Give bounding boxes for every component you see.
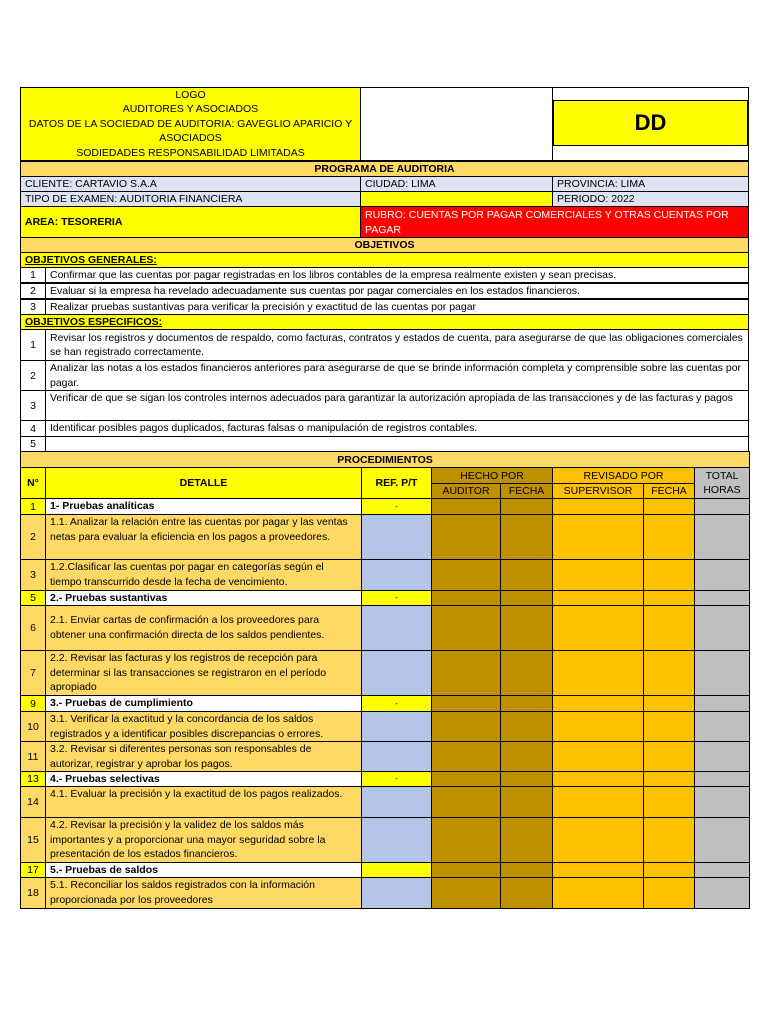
specific-objective-number: 4 [20,420,46,437]
firm-name: AUDITORES Y ASOCIADOS [122,103,259,116]
procedure-row-number: 13 [20,771,46,787]
area-cell [20,206,361,238]
procedure-row-auditor [431,559,501,591]
specific-objective-text: Identificar posibles pagos duplicados, facturas falsas o manipulación de registros contables. [45,420,749,437]
objectives-title-text: OBJETIVOS [354,239,415,251]
header-date-reviewed: FECHA [643,483,695,499]
general-objective-text: Evaluar si la empresa ha revelado adecuadamente sus cuentas por pagar comerciales en los estados financieros. [45,283,749,299]
procedure-detail-text: 2.2. Revisar las facturas y los registros de recepción para determinar si las transacciones se registraron en el período apropiado [50,652,327,693]
procedure-row-date-reviewed [643,877,695,909]
procedure-row-number: 2 [20,514,46,560]
procedure-row-number: 15 [20,817,46,863]
procedure-row-number: 9 [20,695,46,712]
procedure-row-date-reviewed [643,711,695,742]
procedure-row-auditor [431,711,501,742]
exam-type-text: TIPO DE EXAMEN: AUDITORIA FINANCIERA [25,193,243,205]
procedure-row-ref [361,590,432,606]
procedure-row-auditor [431,771,501,787]
exam-type-blank [360,191,553,207]
procedure-row-number: 18 [20,877,46,909]
procedure-row-date-done [500,590,553,606]
procedure-row-auditor [431,605,501,651]
procedure-row-auditor [431,590,501,606]
procedure-row-total-hours [694,771,750,787]
procedure-row-ref [361,862,432,878]
procedure-row-date-reviewed [643,590,695,606]
procedure-row-supervisor [552,650,644,696]
procedure-row-detail [45,741,362,772]
procedure-row-total-hours [694,695,750,712]
procedure-ref-text: - [395,774,398,783]
specific-objective-text: Analizar las notas a los estados financieros anteriores para asegurarse de que se brinde información completa y comprensible sobre las cuentas por pagar. [45,360,749,391]
procedure-row-total-hours [694,650,750,696]
procedure-detail-text: 1.1. Analizar la relación entre las cuentas por pagar y las ventas netas para evaluar la eficiencia en los pagos a proveedores. [50,516,348,543]
procedure-row-auditor [431,695,501,712]
procedures-title: PROCEDIMIENTOS [20,451,750,468]
procedure-row-total-hours [694,877,750,909]
procedure-row-ref [361,514,432,560]
general-objective-text: Confirmar que las cuentas por pagar registradas en los libros contables de la empresa realmente existen y sean precisas. [45,267,749,283]
header-number: N° [20,467,46,499]
company-header [20,87,361,161]
procedure-row-date-done [500,862,553,878]
procedure-row-detail [45,559,362,591]
procedure-row-auditor [431,786,501,818]
specific-objectives-label: OBJETIVOS ESPECIFICOS: [20,314,749,330]
province-text: PROVINCIA: LIMA [557,178,646,190]
procedure-ref-text: - [395,699,398,708]
procedure-row-supervisor [552,741,644,772]
header-date-done: FECHA [500,483,553,499]
procedure-row-detail [45,605,362,651]
procedure-detail-text: 3.1. Verificar la exactitud y la concordancia de los saldos registrados y a identificar posibles discrepancias o errores. [50,713,324,740]
procedure-row-ref [361,650,432,696]
procedure-row-supervisor [552,695,644,712]
header-total-text: TOTAL [705,470,739,482]
procedure-row-number: 11 [20,741,46,772]
procedure-detail-text: 4.1. Evaluar la precisión y la exactitud de los pagos realizados. [50,788,343,800]
procedure-detail-text: 2.1. Enviar cartas de confirmación a los proveedores para obtener una confirmación directa de los saldos pendientes. [50,614,325,641]
procedure-row-ref [361,605,432,651]
procedure-row-date-done [500,817,553,863]
specific-objective-number: 1 [20,329,46,361]
procedure-row-date-reviewed [643,498,695,515]
procedure-row-supervisor [552,877,644,909]
procedure-row-date-done [500,605,553,651]
procedure-row-date-reviewed [643,817,695,863]
procedure-detail-text: 5.- Pruebas de saldos [50,864,158,876]
procedure-row-date-done [500,498,553,515]
procedure-ref-text: - [395,593,398,602]
city-cell [360,176,553,192]
general-objectives-label [20,252,749,268]
header-done-by: HECHO POR [431,467,553,484]
procedure-row-auditor [431,817,501,863]
procedure-row-total-hours [694,590,750,606]
procedure-row-date-reviewed [643,786,695,818]
procedure-row-date-done [500,711,553,742]
exam-type-cell [20,191,361,207]
procedure-row-total-hours [694,817,750,863]
procedure-row-number: 1 [20,498,46,515]
procedure-row-date-reviewed [643,650,695,696]
procedure-row-detail [45,695,362,712]
procedure-row-detail [45,590,362,606]
procedure-detail-text: 4.- Pruebas selectivas [50,773,160,785]
procedure-row-supervisor [552,559,644,591]
procedure-detail-text: 1- Pruebas analíticas [50,500,155,512]
procedure-row-date-reviewed [643,862,695,878]
firm-type: SODIEDADES RESPONSABILIDAD LIMITADAS [76,146,305,159]
specific-objective-number: 3 [20,390,46,421]
procedure-row-date-done [500,559,553,591]
objectives-title [20,237,749,253]
procedure-detail-text: 5.1. Reconciliar los saldos registrados con la información proporcionada por los proveedores [50,879,315,906]
header-supervisor: SUPERVISOR [552,483,644,499]
general-objective-number: 2 [20,283,46,299]
procedure-row-detail [45,877,362,909]
procedure-detail-text: 2.- Pruebas sustantivas [50,592,168,604]
procedure-row-number: 14 [20,786,46,818]
procedure-row-auditor [431,862,501,878]
procedure-row-total-hours [694,559,750,591]
procedure-row-ref [361,786,432,818]
procedure-row-supervisor [552,771,644,787]
procedure-row-total-hours [694,498,750,515]
procedure-row-ref [361,741,432,772]
procedure-row-date-reviewed [643,605,695,651]
procedure-detail-text: 4.2. Revisar la precisión y la validez de los saldos más importantes y a proporcionar una mayor seguridad sobre la presentación de los estados financieros. [50,819,326,860]
procedure-row-total-hours [694,514,750,560]
procedure-row-supervisor [552,711,644,742]
procedure-row-supervisor [552,605,644,651]
procedure-row-detail [45,514,362,560]
procedure-row-total-hours [694,741,750,772]
specific-objective-text: Verificar de que se sigan los controles internos adecuados para garantizar la autorización apropiada de las transacciones y de las facturas y pagos [45,390,749,421]
client-cell [20,176,361,192]
general-objective-number: 3 [20,299,46,315]
procedure-row-total-hours [694,862,750,878]
procedure-row-auditor [431,877,501,909]
procedure-row-number: 6 [20,605,46,651]
procedure-row-ref [361,877,432,909]
procedure-row-total-hours [694,605,750,651]
procedure-row-supervisor [552,817,644,863]
client-text: CLIENTE: CARTAVIO S.A.A [25,178,157,190]
header-auditor: AUDITOR [431,483,501,499]
procedure-row-auditor [431,650,501,696]
procedure-row-date-done [500,771,553,787]
procedure-row-number: 17 [20,862,46,878]
general-objective-text: Realizar pruebas sustantivas para verificar la precisión y exactitud de las cuentas por pagar [45,299,749,315]
general-objectives-label-text: OBJETIVOS GENERALES: [25,254,157,266]
procedure-row-ref [361,771,432,787]
procedure-detail-text: 3.2. Revisar si diferentes personas son responsables de autorizar, registrar y aprobar los pagos. [50,743,312,770]
procedure-row-number: 3 [20,559,46,591]
procedure-row-auditor [431,498,501,515]
procedure-row-total-hours [694,786,750,818]
procedure-row-ref [361,559,432,591]
procedure-row-supervisor [552,514,644,560]
procedure-row-ref [361,817,432,863]
procedure-row-supervisor [552,498,644,515]
procedure-row-detail [45,650,362,696]
procedure-row-detail [45,498,362,515]
procedure-row-detail [45,817,362,863]
specific-objective-text [45,436,749,452]
procedure-row-date-done [500,877,553,909]
city-text: CIUDAD: LIMA [365,178,436,190]
procedure-row-detail [45,711,362,742]
procedure-row-number: 10 [20,711,46,742]
procedure-row-ref [361,498,432,515]
document-code-label: DD [634,110,667,135]
header-reviewed-by: REVISADO POR [552,467,695,484]
procedure-row-number: 5 [20,590,46,606]
period-text: PERIODO: 2022 [557,193,635,205]
area-text: AREA: TESORERIA [25,216,123,228]
procedure-row-detail [45,771,362,787]
procedure-row-auditor [431,514,501,560]
procedure-row-number: 7 [20,650,46,696]
header-ref: REF. P/T [361,467,432,499]
specific-objective-text: Revisar los registros y documentos de respaldo, como facturas, contratos y estados de cuenta, para asegurarse de que las obligaciones comerciales se han registrado correctamente. [45,329,749,361]
procedure-row-detail [45,786,362,818]
specific-objective-number: 5 [20,436,46,452]
firm-data: DATOS DE LA SOCIEDAD DE AUDITORIA: GAVEGLIO APARICIO Y ASOCIADOS [28,117,353,145]
rubro-cell [360,206,749,238]
procedure-row-date-reviewed [643,695,695,712]
procedure-row-date-done [500,695,553,712]
procedure-row-ref [361,695,432,712]
program-title-text: PROGRAMA DE AUDITORIA [314,163,455,175]
procedure-row-date-done [500,650,553,696]
procedure-row-date-reviewed [643,514,695,560]
document-code [553,100,748,146]
specific-objective-number: 2 [20,360,46,391]
header-detail: DETALLE [45,467,362,499]
rubro-text: RUBRO: CUENTAS POR PAGAR COMERCIALES Y OTRAS CUENTAS POR PAGAR [365,209,729,236]
period-cell [552,191,749,207]
header-total-hours [694,467,750,499]
procedure-row-date-reviewed [643,771,695,787]
procedure-row-supervisor [552,786,644,818]
procedure-row-date-reviewed [643,559,695,591]
procedure-row-date-done [500,514,553,560]
procedure-row-date-done [500,786,553,818]
procedure-row-date-reviewed [643,741,695,772]
general-objective-number: 1 [20,267,46,283]
procedure-row-detail [45,862,362,878]
procedure-detail-text: 1.2.Clasificar las cuentas por pagar en categorías según el tiempo transcurrido desde la fecha de vencimiento. [50,561,324,588]
procedure-row-date-done [500,741,553,772]
header-spacer [360,87,553,161]
logo-placeholder: LOGO [175,88,206,101]
procedure-row-supervisor [552,590,644,606]
procedure-ref-text: - [395,502,398,511]
program-title [20,161,749,177]
procedure-row-total-hours [694,711,750,742]
procedure-row-ref [361,711,432,742]
province-cell [552,176,749,192]
header-hours-text: HORAS [703,484,741,496]
procedure-row-auditor [431,741,501,772]
procedure-row-supervisor [552,862,644,878]
procedure-detail-text: 3.- Pruebas de cumplimiento [50,697,193,709]
